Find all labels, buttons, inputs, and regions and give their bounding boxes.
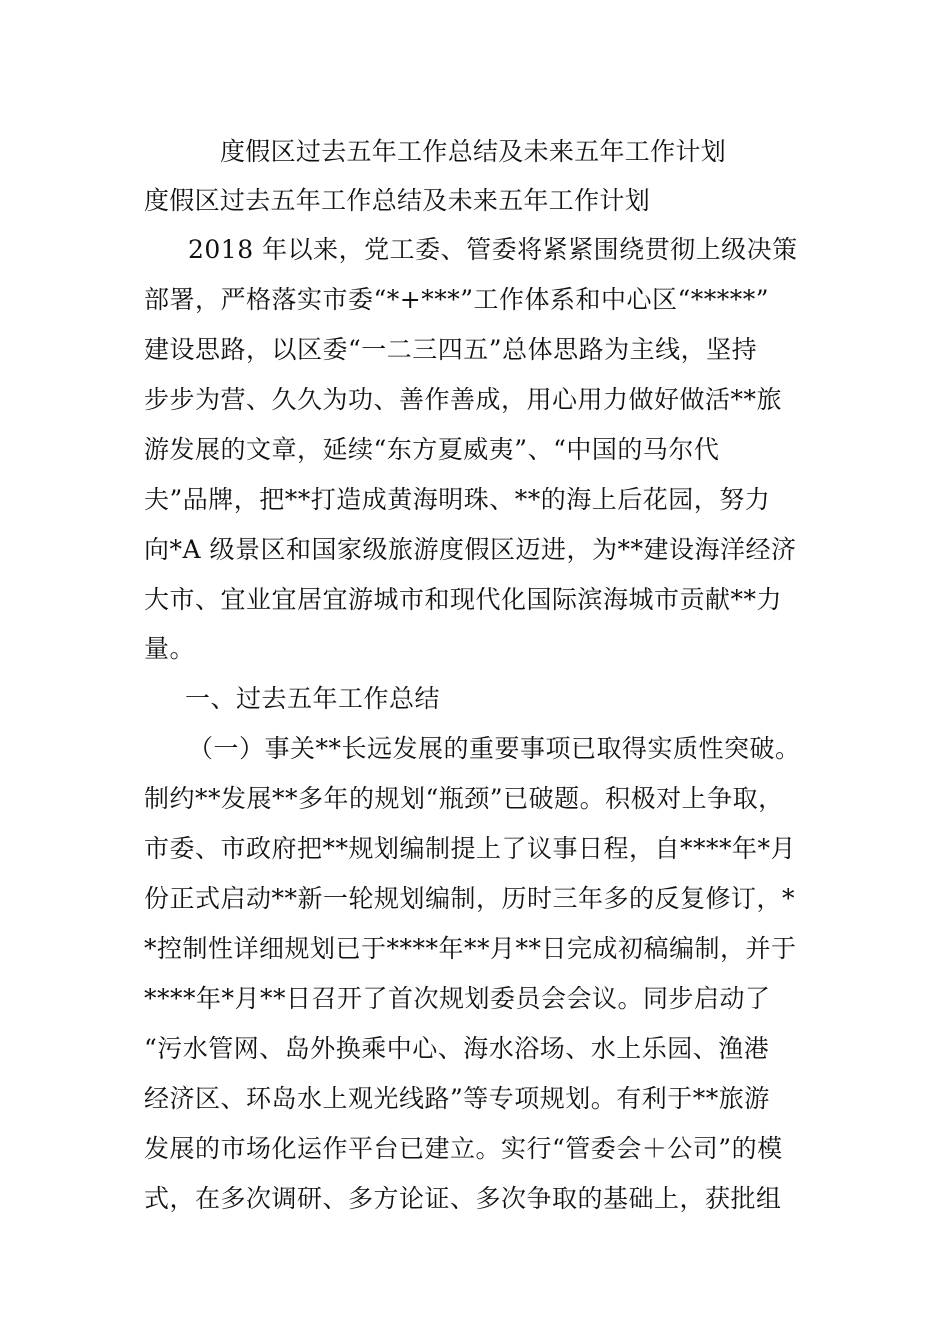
paragraph-line: 2018 年以来，党工委、管委将紧紧围绕贯彻上级决策 xyxy=(188,235,798,264)
paragraph-line: 发展的市场化运作平台已建立。实行“管委会＋公司”的模 xyxy=(144,1134,783,1163)
document-title: 度假区过去五年工作总结及未来五年工作计划 xyxy=(220,137,727,166)
paragraph-line: 经济区、环岛水上观光线路”等专项规划。有利于**旅游 xyxy=(144,1084,770,1113)
paragraph-line: 式，在多次调研、多方论证、多次争取的基础上，获批组 xyxy=(144,1184,782,1213)
subsection-heading: （一）事关**长远发展的重要事项已取得实质性突破。 xyxy=(188,734,801,763)
paragraph-line: ****年*月**日召开了首次规划委员会会议。同步启动了 xyxy=(144,984,771,1013)
paragraph-line: 建设思路，以区委“一二三四五”总体思路为主线，坚持 xyxy=(144,335,758,364)
paragraph-line: 游发展的文章，延续“东方夏威夷”、“中国的马尔代 xyxy=(144,435,720,464)
paragraph-line: 大市、宜业宜居宜游城市和现代化国际滨海城市贡献**力 xyxy=(144,585,783,614)
paragraph-line: 制约**发展**多年的规划“瓶颈”已破题。积极对上争取， xyxy=(144,784,784,813)
document-subtitle: 度假区过去五年工作总结及未来五年工作计划 xyxy=(144,186,651,215)
paragraph-line: 夫”品牌，把**打造成黄海明珠、**的海上后花园，努力 xyxy=(144,485,771,514)
paragraph-line: 份正式启动**新一轮规划编制，历时三年多的反复修订，* xyxy=(144,884,796,913)
paragraph-line: 向*A 级景区和国家级旅游度假区迈进，为**建设海洋经济 xyxy=(144,535,797,564)
paragraph-line: 量。 xyxy=(144,634,196,663)
paragraph-line: 部署，严格落实市委“*+***”工作体系和中心区“*****” xyxy=(144,285,770,314)
paragraph-line: “污水管网、岛外换乘中心、海水浴场、水上乐园、渔港 xyxy=(144,1034,770,1063)
paragraph-line: 市委、市政府把**规划编制提上了议事日程，自****年*月 xyxy=(144,834,797,863)
paragraph-line: *控制性详细规划已于****年**月**日完成初稿编制，并于 xyxy=(144,934,797,963)
section-heading: 一、过去五年工作总结 xyxy=(185,684,441,713)
paragraph-line: 步步为营、久久为功、善作善成，用心用力做好做活**旅 xyxy=(144,385,783,414)
